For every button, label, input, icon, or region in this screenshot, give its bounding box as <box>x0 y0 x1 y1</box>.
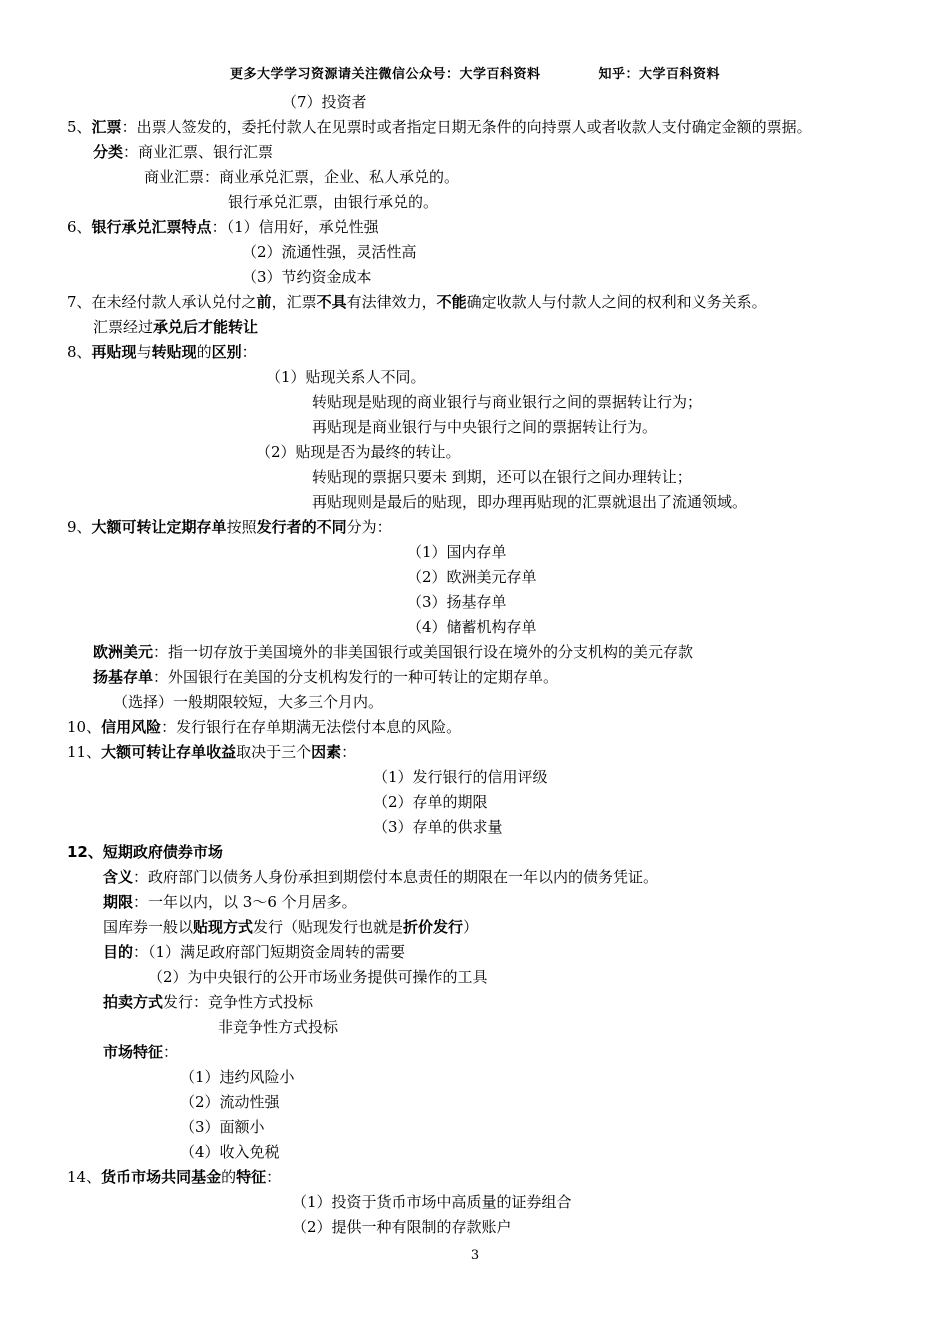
text-run: 发行：竞争性方式投标 <box>163 993 314 1011</box>
text-line <box>180 1115 265 1139</box>
text-run: ：（1）信用好，承兑性强 <box>211 218 379 236</box>
bold-term: 信用风险 <box>101 718 162 736</box>
text-line <box>312 390 702 414</box>
text-run: 14、 <box>67 1168 102 1186</box>
bold-term: 汇票 <box>91 118 122 136</box>
text-run: ：外国银行在美国的分支机构发行的一种可转让的定期存单。 <box>153 668 559 686</box>
text-line <box>103 990 313 1014</box>
text-line <box>67 515 392 539</box>
text-run: 非竞争性方式投标 <box>218 1018 339 1036</box>
text-line <box>256 440 461 464</box>
text-run: ： <box>266 1168 282 1186</box>
text-run: （3）节约资金成本 <box>242 268 372 286</box>
text-line <box>103 865 658 889</box>
header-wechat-note: 更多大学学习资源请关注微信公众号：大学百科资料 <box>229 67 541 82</box>
text-line <box>242 240 417 264</box>
text-line <box>266 365 426 389</box>
bold-term: 前 <box>256 293 272 311</box>
bold-term: 欧洲美元 <box>93 643 154 661</box>
bold-term: 市场特征 <box>103 1043 164 1061</box>
text-run: （4）储蓄机构存单 <box>407 618 537 636</box>
text-run: ：一年以内，以 3～6 个月居多。 <box>133 893 357 911</box>
text-run: 的 <box>221 1168 237 1186</box>
bold-term: 货币市场共同基金 <box>101 1168 222 1186</box>
text-run: （1）发行银行的信用评级 <box>373 768 548 786</box>
bold-term: 因素 <box>311 743 342 761</box>
text-run: （1）贴现关系人不同。 <box>266 368 426 386</box>
text-run: 确定收款人与付款人之间的权利和义务关系。 <box>466 293 767 311</box>
text-line <box>103 1040 178 1064</box>
text-line <box>93 315 258 339</box>
text-run: （2）流动性强 <box>180 1093 280 1111</box>
text-line <box>228 190 438 214</box>
page-header <box>0 66 950 84</box>
text-run: 9、 <box>67 518 92 536</box>
text-line <box>407 590 507 614</box>
text-line <box>67 290 767 314</box>
bold-term: 含义 <box>103 868 134 886</box>
text-line <box>292 1190 572 1214</box>
bold-term: 区别 <box>211 343 242 361</box>
text-run: ： <box>341 743 357 761</box>
bold-term: 发行者的不同 <box>256 518 347 536</box>
bold-term: 不能 <box>436 293 467 311</box>
bold-term: 不具 <box>316 293 347 311</box>
text-run: （3）存单的供求量 <box>373 818 503 836</box>
text-run: 再贴现是商业银行与中央银行之间的票据转让行为。 <box>312 418 658 436</box>
text-line <box>373 765 548 789</box>
page-number: 3 <box>470 1248 480 1263</box>
text-run: （2）贴现是否为最终的转让。 <box>256 443 461 461</box>
text-line <box>312 490 747 514</box>
text-run: 取决于三个 <box>236 743 312 761</box>
text-run: 转贴现是贴现的商业银行与商业银行之间的票据转让行为； <box>312 393 703 411</box>
text-run: （1）国内存单 <box>407 543 507 561</box>
text-run: ：政府部门以债务人身份承担到期偿付本息责任的期限在一年以内的债务凭证。 <box>133 868 659 886</box>
bold-term: 大额可转让定期存单 <box>91 518 227 536</box>
text-run: 5、 <box>67 118 92 136</box>
text-run: （2）为中央银行的公开市场业务提供可操作的工具 <box>148 968 488 986</box>
text-line <box>67 340 257 364</box>
text-run: ） <box>463 918 479 936</box>
text-run: 银行承兑汇票，由银行承兑的。 <box>228 193 439 211</box>
text-run: ：出票人签发的，委托付款人在见票时或者指定日期无条件的向持票人或者收款人支付确定金额的票据。 <box>121 118 812 136</box>
bold-term: 目的 <box>103 943 134 961</box>
text-line <box>103 915 478 939</box>
text-run: ：发行银行在存单期满无法偿付本息的风险。 <box>161 718 462 736</box>
text-run: 的 <box>196 343 212 361</box>
text-run: ，汇票 <box>271 293 317 311</box>
text-line <box>67 715 461 739</box>
text-line <box>373 790 488 814</box>
text-line <box>103 940 405 964</box>
text-run: 8、 <box>67 343 92 361</box>
text-run: ：指一切存放于美国境外的非美国银行或美国银行设在境外的分支机构的美元存款 <box>153 643 694 661</box>
text-run: 汇票经过 <box>93 318 154 336</box>
text-run: 有法律效力， <box>346 293 437 311</box>
text-run: （4）收入免税 <box>180 1143 280 1161</box>
text-line <box>180 1140 280 1164</box>
text-run: （2）欧洲美元存单 <box>407 568 537 586</box>
text-run: 按照 <box>226 518 257 536</box>
text-line <box>407 565 537 589</box>
text-line <box>93 640 693 664</box>
text-run: （选择）一般期限较短，大多三个月内。 <box>113 693 384 711</box>
text-line <box>93 665 558 689</box>
text-run: （1）违约风险小 <box>180 1068 295 1086</box>
bold-term: 期限 <box>103 893 134 911</box>
bold-term: 扬基存单 <box>93 668 154 686</box>
text-line <box>67 215 379 239</box>
text-line <box>148 965 488 989</box>
text-run: 国库券一般以 <box>103 918 194 936</box>
text-run: ： <box>163 1043 179 1061</box>
text-run: 11、 <box>67 743 102 761</box>
text-run: 10、 <box>67 718 102 736</box>
bold-term: 银行承兑汇票特点 <box>91 218 212 236</box>
text-run: 转贴现的票据只要未 到期，还可以在银行之间办理转让； <box>312 468 692 486</box>
text-line <box>180 1090 280 1114</box>
text-line <box>67 740 356 764</box>
text-run: （3）扬基存单 <box>407 593 507 611</box>
text-run: 与 <box>136 343 152 361</box>
text-line <box>113 690 383 714</box>
text-run: （7）投资者 <box>282 93 367 111</box>
text-run: （1）投资于货币市场中高质量的证券组合 <box>292 1193 572 1211</box>
text-line <box>67 840 223 864</box>
text-line <box>373 815 503 839</box>
text-line <box>144 165 459 189</box>
bold-term: 拍卖方式 <box>103 993 164 1011</box>
text-line <box>312 415 657 439</box>
text-line <box>218 1015 338 1039</box>
bold-term: 折价发行 <box>403 918 464 936</box>
text-line <box>67 1165 281 1189</box>
text-line <box>93 140 273 164</box>
text-run: ：商业汇票、银行汇票 <box>123 143 274 161</box>
header-zhihu-note: 知乎：大学百科资料 <box>598 67 721 82</box>
bold-term: 分类 <box>93 143 124 161</box>
text-line <box>407 540 507 564</box>
text-run: （2）存单的期限 <box>373 793 488 811</box>
bold-term: 再贴现 <box>91 343 137 361</box>
text-run: 再贴现则是最后的贴现，即办理再贴现的汇票就退出了流通领域。 <box>312 493 748 511</box>
bold-term: 转贴现 <box>151 343 197 361</box>
text-run: （2）流通性强，灵活性高 <box>242 243 417 261</box>
text-line <box>180 1065 295 1089</box>
bold-term: 承兑后才能转让 <box>153 318 259 336</box>
text-line <box>67 115 812 139</box>
bold-term: 特征 <box>236 1168 267 1186</box>
text-run: 商业汇票：商业承兑汇票，企业、私人承兑的。 <box>144 168 460 186</box>
text-line <box>282 90 367 114</box>
text-run: 分为： <box>346 518 392 536</box>
text-line <box>292 1215 512 1239</box>
text-line <box>242 265 372 289</box>
bold-term: 贴现方式 <box>193 918 254 936</box>
text-line <box>103 890 357 914</box>
text-run: （3）面额小 <box>180 1118 265 1136</box>
text-run: （2）提供一种有限制的存款账户 <box>292 1218 512 1236</box>
text-run: 6、 <box>67 218 92 236</box>
text-run: 7、在未经付款人承认兑付之 <box>67 293 257 311</box>
text-run: ： <box>241 343 257 361</box>
bold-term: 大额可转让存单收益 <box>101 743 237 761</box>
text-line <box>312 465 692 489</box>
bold-term: 12、短期政府债券市场 <box>67 843 223 861</box>
text-line <box>407 615 537 639</box>
text-run: ：（1）满足政府部门短期资金周转的需要 <box>133 943 406 961</box>
text-run: 发行（贴现发行也就是 <box>253 918 404 936</box>
